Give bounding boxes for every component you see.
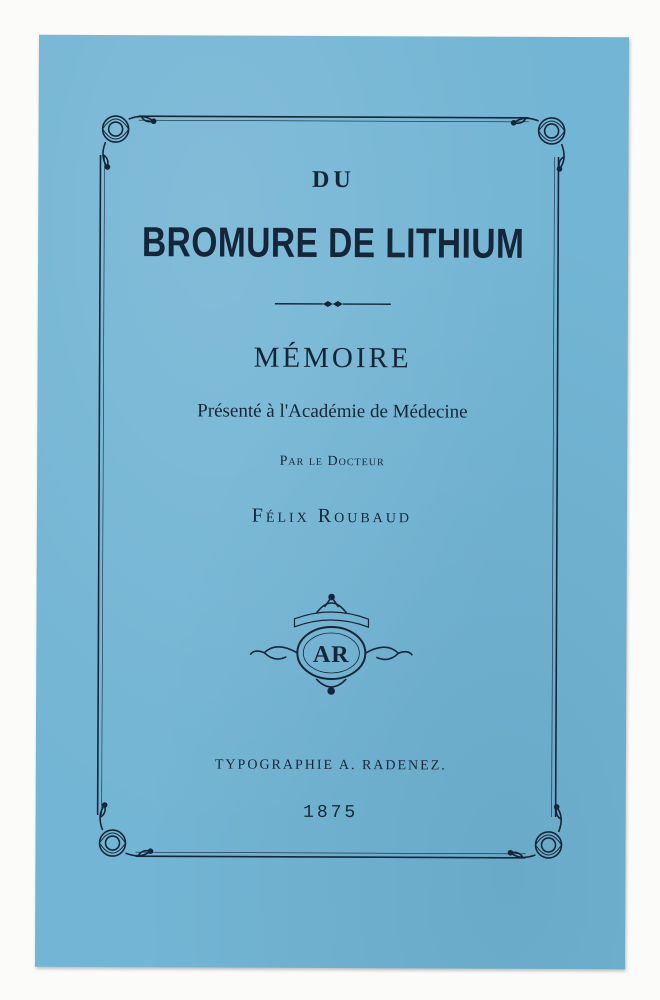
subtitle: Présenté à l'Académie de Médecine — [197, 400, 468, 423]
title-line-du: DU — [312, 166, 355, 194]
publication-year: 1875 — [302, 802, 359, 824]
author-name: Félix Roubaud — [251, 504, 413, 528]
fleuron-rule-icon — [273, 298, 393, 311]
memoire-heading: MÉMOIRE — [253, 341, 412, 375]
emblem-monogram: AR — [312, 641, 350, 669]
monogram-emblem-icon — [246, 591, 416, 702]
byline: Par le Docteur — [279, 453, 385, 470]
book-cover — [35, 35, 629, 970]
book-title: BROMURE DE LITHIUM — [141, 218, 525, 267]
printer-imprint: TYPOGRAPHIE A. RADENEZ. — [214, 757, 447, 774]
